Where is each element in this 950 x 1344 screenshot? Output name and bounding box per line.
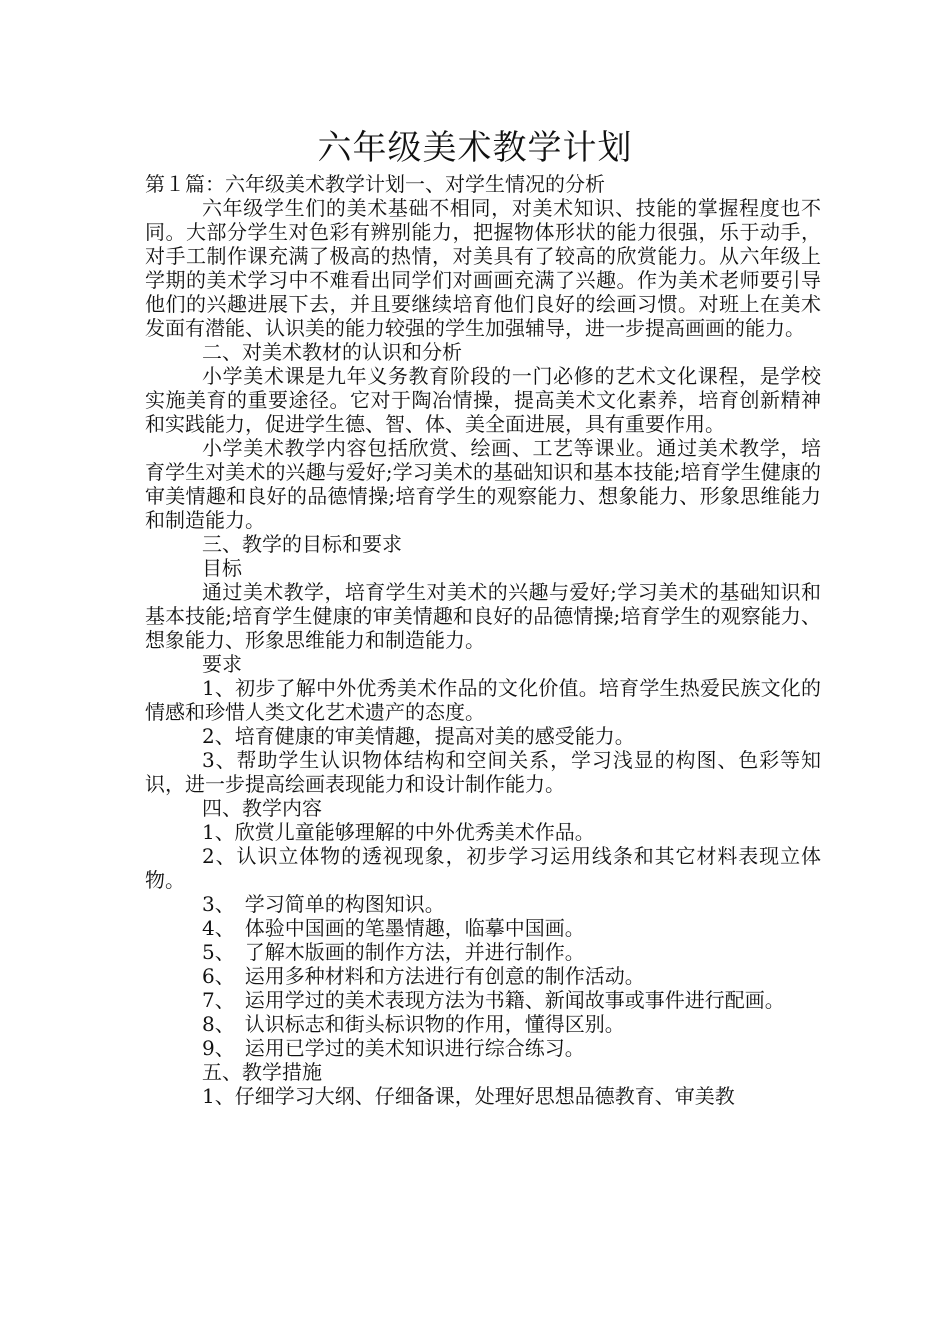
document-title: 六年级美术教学计划 <box>317 128 633 168</box>
content-item: 4、 体验中国画的笔墨情趣，临摹中国画。 <box>202 916 585 940</box>
paragraph-chapter-heading: 第１篇：六年级美术教学计划一、对学生情况的分析 <box>145 172 605 196</box>
paragraph-curriculum: 小学美术课是九年义务教育阶段的一门必修的艺术文化课程，是学校实施美育的重要途径。它对于陶冶情操，提高美术文化素养，培育创新精神和实践能力，促进学生德、智、体、美全面进展，具有重要作用。 <box>145 364 821 436</box>
content-item: 2、认识立体物的透视现象，初步学习运用线条和其它材料表现立体物。 <box>145 844 821 892</box>
measure-item: 1、仔细学习大纲、仔细备课，处理好思想品德教育、审美教 <box>202 1084 735 1108</box>
content-item: 5、 了解木版画的制作方法，并进行制作。 <box>202 940 585 964</box>
requirement-item: 1、初步了解中外优秀美术作品的文化价值。培育学生热爱民族文化的情感和珍惜人类文化艺术遗产的态度。 <box>145 676 821 724</box>
requirement-item: 3、帮助学生认识物体结构和空间关系，学习浅显的构图、色彩等知识，进一步提高绘画表现能力和设计制作能力。 <box>145 748 821 796</box>
content-item: 3、 学习简单的构图知识。 <box>202 892 445 916</box>
paragraph-student-analysis: 六年级学生们的美术基础不相同，对美术知识、技能的掌握程度也不同。大部分学生对色彩有辨别能力，把握物体形状的能力很强，乐于动手，对手工制作课充满了极高的热情，对美具有了较高的欣赏能力。从六年级上学期的美术学习中不难看出同学们对画画充满了兴趣。作为美术老师要引导他们的兴趣进展下去，并且要继续培育他们良好的绘画习惯。对班上在美术发面有潜能、认识美的能力较强的学生加强辅导，进一步提高画画的能力。 <box>145 196 821 340</box>
content-item: 7、 运用学过的美术表现方法为书籍、新闻故事或事件进行配画。 <box>202 988 785 1012</box>
document-body <box>145 172 821 1108</box>
section-heading-5: 五、教学措施 <box>202 1060 322 1084</box>
paragraph-goals: 通过美术教学，培育学生对美术的兴趣与爱好;学习美术的基础知识和基本技能;培育学生健康的审美情趣和良好的品德情操;培育学生的观察能力、想象能力、形象思维能力和制造能力。 <box>145 580 821 652</box>
section-heading-4: 四、教学内容 <box>202 796 322 820</box>
requirement-item: 2、培育健康的审美情趣，提高对美的感受能力。 <box>202 724 635 748</box>
content-item: 6、 运用多种材料和方法进行有创意的制作活动。 <box>202 964 645 988</box>
subheading-goals: 目标 <box>202 556 242 580</box>
section-heading-3: 三、教学的目标和要求 <box>202 532 402 556</box>
section-heading-2: 二、对美术教材的认识和分析 <box>202 340 462 364</box>
content-item: 9、 运用已学过的美术知识进行综合练习。 <box>202 1036 585 1060</box>
paragraph-teaching-content-intro: 小学美术教学内容包括欣赏、绘画、工艺等课业。通过美术教学，培育学生对美术的兴趣与爱好;学习美术的基础知识和基本技能;培育学生健康的审美情趣和良好的品德情操;培育学生的观察能力、想象能力、形象思维能力和制造能力。 <box>145 436 821 532</box>
content-item: 8、 认识标志和街头标识物的作用，懂得区别。 <box>202 1012 625 1036</box>
subheading-requirements: 要求 <box>202 652 242 676</box>
content-item: 1、欣赏儿童能够理解的中外优秀美术作品。 <box>202 820 595 844</box>
